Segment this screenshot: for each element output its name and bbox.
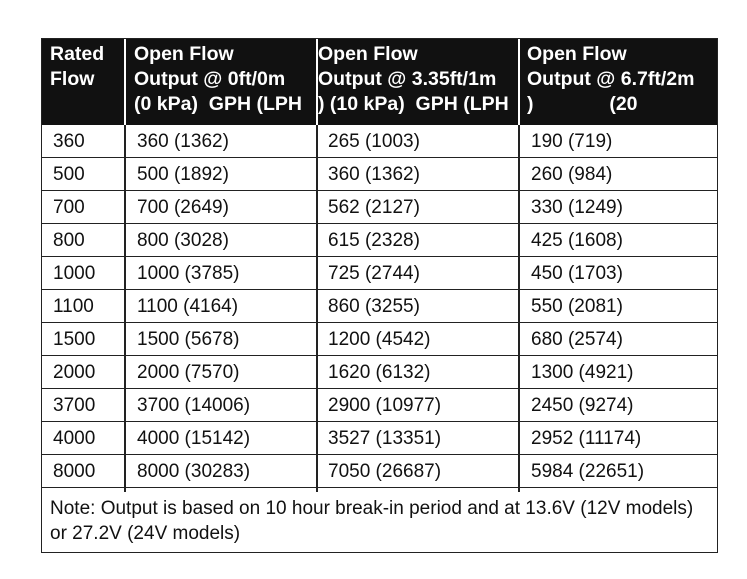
table-row — [41, 389, 718, 422]
table-cell: 800 — [53, 230, 85, 251]
table-cell: 1000 (3785) — [137, 263, 240, 284]
table-cell: 500 (1892) — [137, 164, 229, 185]
table-cell: 360 (1362) — [328, 164, 420, 185]
table-cell: 2000 — [53, 362, 96, 383]
table-cell: 425 (1608) — [531, 230, 623, 251]
table-row — [41, 257, 718, 290]
table-row — [41, 356, 718, 389]
column-divider — [518, 125, 520, 492]
table-cell: 1100 (4164) — [137, 296, 239, 317]
table-cell: 5984 (22651) — [531, 461, 645, 482]
table-cell: 450 (1703) — [531, 263, 623, 284]
table-cell: 4000 (15142) — [137, 428, 251, 449]
table-cell: 3527 (13351) — [328, 428, 442, 449]
table-cell: 550 (2081) — [531, 296, 623, 317]
table-row — [41, 158, 718, 191]
table-cell: 8000 (30283) — [137, 461, 251, 482]
table-cell: 265 (1003) — [328, 131, 420, 152]
flow-table — [41, 38, 718, 488]
header-divider — [124, 38, 126, 125]
table-cell: 615 (2328) — [328, 230, 420, 251]
table-body — [41, 125, 718, 488]
table-cell: 3700 — [53, 395, 96, 416]
header-divider — [518, 38, 520, 125]
table-cell: 2952 (11174) — [531, 428, 642, 449]
table-row — [41, 455, 718, 488]
table-cell: 1300 (4921) — [531, 362, 634, 383]
table-cell: 725 (2744) — [328, 263, 420, 284]
table-cell: 4000 — [53, 428, 96, 449]
table-row — [41, 224, 718, 257]
table-cell: 330 (1249) — [531, 197, 623, 218]
table-cell: 800 (3028) — [137, 230, 229, 251]
table-cell: 2900 (10977) — [328, 395, 442, 416]
table-cell: 1200 (4542) — [328, 329, 431, 350]
table-cell: 1620 (6132) — [328, 362, 431, 383]
table-cell: 3700 (14006) — [137, 395, 251, 416]
table-cell: 260 (984) — [531, 164, 613, 185]
footnote: Note: Output is based on 10 hour break-in period and at 13.6V (12V models) or 27.2V (24V models) — [50, 498, 694, 544]
table-header — [41, 38, 718, 125]
table-cell: 360 (1362) — [137, 131, 229, 152]
table-cell: 2450 (9274) — [531, 395, 634, 416]
table-cell: 1500 — [53, 329, 96, 350]
table-row — [41, 422, 718, 455]
header-rated-flow: Rated Flow — [50, 43, 105, 90]
table-cell: 562 (2127) — [328, 197, 420, 218]
table-cell: 500 — [53, 164, 85, 185]
table-row — [41, 323, 718, 356]
table-cell: 1100 — [53, 296, 94, 317]
table-cell: 1500 (5678) — [137, 329, 240, 350]
table-cell: 680 (2574) — [531, 329, 623, 350]
table-cell: 2000 (7570) — [137, 362, 240, 383]
table-cell: 860 (3255) — [328, 296, 420, 317]
table-cell: 8000 — [53, 461, 96, 482]
table-cell: 360 — [53, 131, 85, 152]
column-divider — [316, 125, 318, 492]
table-cell: 700 (2649) — [137, 197, 229, 218]
table-cell: 190 (719) — [531, 131, 613, 152]
table-row — [41, 125, 718, 158]
table-row — [41, 290, 718, 323]
header-output-6-7ft: Open Flow Output @ 6.7ft/2m ) (20 — [527, 43, 695, 115]
column-divider — [124, 125, 126, 492]
header-output-0ft: Open Flow Output @ 0ft/0m (0 kPa) GPH (LPH — [134, 43, 302, 115]
table-row — [41, 191, 718, 224]
table-cell: 1000 — [53, 263, 96, 284]
table-cell: 7050 (26687) — [328, 461, 442, 482]
header-output-3-35ft: Open Flow Output @ 3.35ft/1m ) (10 kPa) GPH (LPH — [318, 43, 509, 115]
table-cell: 700 — [53, 197, 85, 218]
